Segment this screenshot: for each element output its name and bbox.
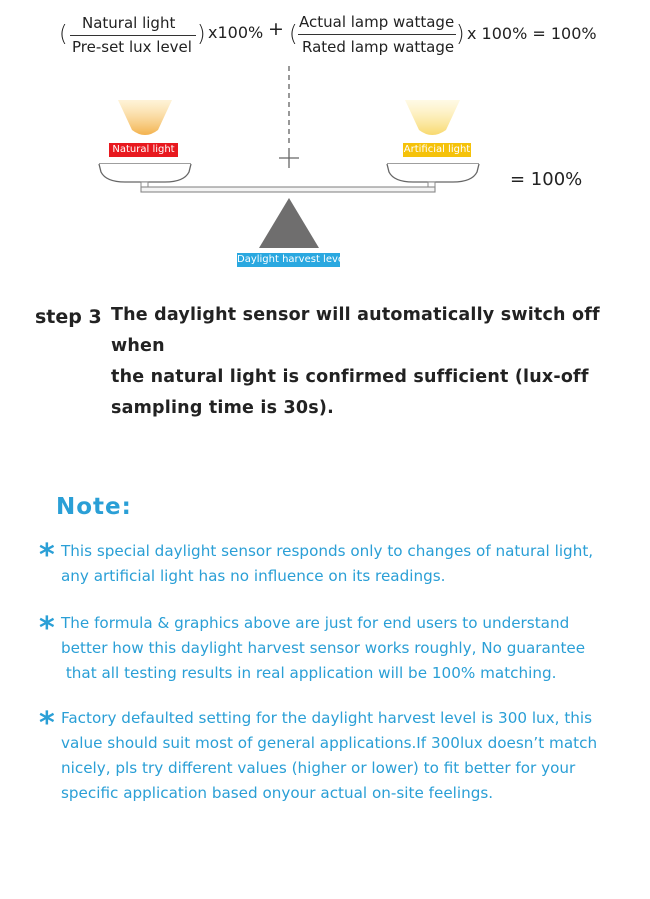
note-line: Factory defaulted setting for the daylight harvest level is 300 lux, this [61,709,593,727]
note-text [61,706,597,806]
beam [141,187,435,192]
daylight-harvest-level-label: Daylight harvest level [237,254,347,265]
right-pan [387,164,479,182]
open-paren: ( [59,22,68,47]
asterisk-icon: * [39,611,55,646]
note-line: nicely, pls try different values (higher or lower) to fit better for your [61,759,576,777]
formula-plus: + [268,18,284,40]
step-line: the natural light is confirmed sufficient (lux-off [111,367,589,387]
note-line: that all testing results in real application will be 100% matching. [61,664,557,682]
step-line: sampling time is 30s). [111,398,334,418]
formula-natural-light: Natural light [82,14,176,32]
note-line: The formula & graphics above are just for end users to understand [61,614,570,632]
step-description [111,300,650,424]
formula-rated-wattage: Rated lamp wattage [302,38,455,56]
note-line: any artificial light has no influence on its readings. [61,567,446,585]
close-paren: ) [456,22,465,47]
note-text [61,611,585,686]
formula-multiplier: x100% [208,23,264,42]
left-pan [99,164,191,182]
note-title: Note: [56,494,132,520]
note-line: specific application based onyour actual on-site feelings. [61,784,494,802]
artificial-light-glow [405,100,460,135]
note-line: This special daylight sensor responds only to changes of natural light, [61,542,594,560]
fulcrum [259,198,319,248]
fraction-line [70,35,196,36]
formula-result: x 100% = 100% [467,24,597,43]
note-line: value should suit most of general applications.If 300lux doesn’t match [61,734,598,752]
close-paren: ) [197,22,206,47]
balance-result: = 100% [510,169,583,190]
note-line: better how this daylight harvest sensor works roughly, No guarantee [61,639,586,657]
step-label: step 3 [35,306,102,328]
formula-preset-lux: Pre-set lux level [72,38,192,56]
open-paren: ( [289,22,298,47]
asterisk-icon: * [39,538,55,573]
asterisk-icon: * [39,706,55,741]
artificial-light-label: Artificial light [403,144,471,155]
note-text [61,539,593,589]
formula-actual-wattage: Actual lamp wattage [299,13,455,31]
step-line: The daylight sensor will automatically switch off when [111,305,600,356]
natural-light-glow [118,100,172,135]
fraction-line [298,34,456,35]
natural-light-label: Natural light [109,143,178,157]
